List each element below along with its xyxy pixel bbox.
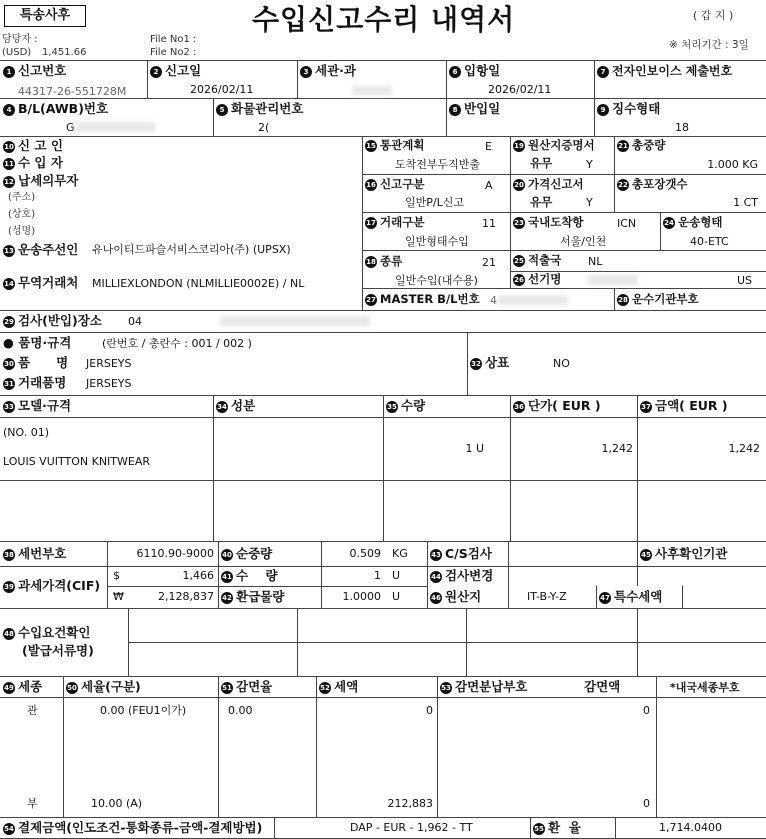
clearance-plan-desc: 도착전부두직반출 (395, 158, 481, 171)
declaration-date-label: 2 신고일 (150, 65, 201, 78)
net-weight-unit: KG (392, 547, 408, 560)
duty-row2-rate: 10.00 (A) (91, 797, 143, 810)
inspection-place-value: 04 (128, 315, 142, 328)
domestic-tax-code-label: *내국세종부호 (670, 681, 740, 694)
origin-country-label: 46 원산지 (431, 589, 482, 604)
transaction-type-label: 17 거래구분 (366, 215, 425, 229)
master-bl-label: 27 MASTER B/L번호 (366, 292, 480, 306)
amount-label: 37 금액( EUR ) (641, 398, 728, 413)
declaration-type-code: A (485, 179, 493, 192)
taxable-value-krw: 2,128,837 (158, 590, 214, 603)
price-report-sub: 유무 (530, 195, 553, 209)
refund-qty-label: 42 환급물량 (222, 589, 285, 604)
brand-value: NO (553, 357, 570, 370)
declaration-no-value: 44317-26-551728M (18, 85, 127, 98)
file-no2: File No2 : (150, 47, 197, 58)
post-check-agency-label: 45 사후확인기관 (641, 546, 728, 561)
model-description: LOUIS VUITTON KNITWEAR (3, 455, 151, 468)
reduction-amount-label: 감면액 (584, 679, 621, 694)
item-header-note: (란번호 / 총란수 : 001 / 002 ) (102, 337, 252, 350)
package-count-label: 22 총포장갯수 (618, 177, 688, 191)
duty-row2-type: 부 (27, 797, 38, 810)
e-invoice-label: 7 전자인보이스 제출번호 (597, 65, 732, 78)
hs-code-label: 38 세번부호 (4, 546, 67, 561)
duty-row1-rate: 0.00 (FEU1이가) (100, 704, 187, 717)
exchange-rate-value: 1,714.0400 (659, 821, 722, 834)
forwarder-label: 13 운송주선인 (4, 242, 79, 257)
declaration-no-label: 1 신고번호 (3, 65, 66, 78)
company-label: (상호) (8, 209, 36, 220)
usd-label: (USD) (2, 47, 32, 58)
processing-period: ※ 처리기간 : 3일 (669, 39, 749, 51)
brand-label: 32 상표 (471, 355, 510, 370)
refund-qty-value: 1.0000 (342, 590, 381, 603)
origin-country-value: IT-B-Y-Z (527, 590, 567, 603)
transaction-type-desc: 일반형태수입 (405, 235, 469, 248)
quantity2-value: 1 (374, 569, 381, 582)
arrival-port-code: ICN (617, 217, 637, 230)
trade-partner-label: 14 무역거래처 (4, 275, 79, 290)
origin-cert-sub: 유무 (530, 156, 553, 170)
payment-amount-label: 54 결제금액(인도조건-통화종류-금액-결제방법) (4, 820, 263, 835)
stamp-box: 특송사후 (4, 5, 86, 27)
name-label: (성명) (8, 226, 36, 237)
reduction-rate-label: 51 감면율 (222, 679, 273, 694)
vessel-country-value: US (737, 274, 753, 287)
item-unit-price: 1,242 (601, 442, 633, 455)
declaration-type-label: 16 신고구분 (366, 177, 425, 191)
installment-code-label: 53 감면분납부호 (441, 679, 528, 694)
taxpayer-label: 12 납세의무자 (4, 173, 79, 188)
carrier-code-label: 28 운수기관부호 (618, 292, 699, 306)
payment-amount-value: DAP - EUR - 1,962 - TT (350, 821, 473, 834)
arrival-date-value: 2026/02/11 (488, 83, 552, 96)
cargo-mgmt-label: 5 화물관리번호 (216, 103, 303, 116)
declaration-date-value: 2026/02/11 (190, 83, 254, 96)
trade-name-label: 31 거래품명 (4, 375, 67, 390)
tax-rate-label: 50 세율(구분) (67, 679, 141, 694)
trade-partner-value: MILLIEXLONDON (NLMILLIE0002E) / NL (92, 277, 305, 290)
gross-weight-label: 21 총중량 (618, 138, 666, 152)
composition-label: 34 성분 (217, 398, 256, 413)
export-country-label: 25 적출국 (514, 253, 562, 267)
file-no1: File No1 : (150, 34, 197, 45)
arrival-port-label: 23 국내도착항 (514, 215, 584, 229)
cargo-mgmt-value: 2( (258, 121, 270, 134)
clearance-plan-label: 15 통관계획 (366, 138, 425, 152)
forwarder-value: 유나이티드파슬서비스코리아(주) (UPSX) (92, 243, 291, 256)
cs-inspection-label: 43 C/S검사 (431, 546, 492, 561)
importer-label: 11 수 입 자 (4, 155, 63, 170)
exchange-rate-label: 55 환 율 (534, 820, 581, 835)
product-name-label: 30 품 명 (4, 355, 69, 370)
model-spec-label: 33 모델·규격 (4, 398, 72, 413)
item-header-label: ● 품명·규격 (3, 335, 72, 350)
declaration-type-desc: 일반P/L신고 (405, 196, 464, 209)
document-title: 수입신고수리 내역서 (252, 3, 516, 36)
quantity2-label: 41 수 량 (222, 568, 278, 583)
gross-weight-value: 1.000 KG (707, 158, 758, 171)
vessel-name-label: 26 선기명 (514, 272, 562, 286)
tax-type-label: 49 세종 (4, 679, 43, 694)
master-bl-value: 4 (490, 294, 497, 307)
model-number: (NO. 01) (3, 426, 50, 439)
product-name-value: JERSEYS (86, 357, 132, 370)
origin-cert-value: Y (586, 158, 593, 171)
hs-code-value: 6110.90-9000 (136, 547, 214, 560)
unit-price-label: 36 단가( EUR ) (514, 398, 601, 413)
price-report-value: Y (586, 196, 593, 209)
duty-row1-reduction-amount: 0 (643, 704, 650, 717)
import-kind-code: 21 (482, 256, 496, 269)
price-report-label: 20 가격신고서 (514, 177, 584, 191)
duty-row1-type: 관 (27, 704, 38, 717)
transaction-type-code: 11 (482, 217, 496, 230)
trade-name-value: JERSEYS (86, 377, 132, 390)
usd-rate: 1,451.66 (42, 47, 87, 58)
bonded-date-label: 8 반입일 (449, 103, 500, 116)
origin-cert-label: 19 원산지증명서 (514, 138, 595, 152)
declarant-label: 10 신 고 인 (4, 138, 63, 153)
quantity-label: 35 수량 (387, 398, 426, 413)
bl-awb-label: 4 B/L(AWB)번호 (3, 103, 108, 116)
collection-type-value: 18 (675, 121, 689, 134)
transport-type-value: 40-ETC (690, 235, 729, 248)
arrival-date-label: 6 입항일 (449, 65, 500, 78)
duty-row2-tax: 212,883 (387, 797, 433, 810)
bl-awb-value: G (66, 121, 75, 134)
copy-label: ( 갑 지 ) (693, 9, 734, 22)
item-quantity: 1 U (465, 442, 484, 455)
export-country-value: NL (588, 255, 603, 268)
item-amount: 1,242 (728, 442, 760, 455)
tax-amount-label: 52 세액 (320, 679, 359, 694)
inspection-change-label: 44 검사변경 (431, 568, 494, 583)
transport-type-label: 24 운송형태 (664, 215, 723, 229)
taxable-value-usd: 1,466 (182, 569, 214, 582)
usd-symbol: $ (113, 569, 120, 582)
special-tax-label: 47 특수세액 (600, 589, 663, 604)
net-weight-value: 0.509 (349, 547, 381, 560)
requirement-sub: (발급서류명) (22, 643, 94, 658)
requirement-label: 48 수입요건확인 (4, 625, 91, 640)
quantity2-unit: U (392, 569, 401, 582)
inspection-place-label: 29 검사(반입)장소 (4, 313, 102, 328)
collection-type-label: 9 징수형태 (597, 103, 660, 116)
krw-symbol: ₩ (113, 590, 124, 603)
net-weight-label: 40 순중량 (222, 546, 273, 561)
refund-qty-unit: U (392, 590, 401, 603)
duty-row2-reduction-amount: 0 (643, 797, 650, 810)
duty-row1-reduction: 0.00 (228, 704, 253, 717)
import-kind-desc: 일반수입(내수용) (395, 274, 478, 287)
arrival-port-desc: 서울/인천 (560, 235, 607, 248)
clearance-plan-code: E (485, 140, 492, 153)
taxable-value-label: 39 과세가격(CIF) (4, 578, 101, 593)
manager-label: 담당자 : (2, 34, 38, 45)
address-label: (주소) (8, 192, 36, 203)
import-kind-label: 18 종류 (366, 254, 403, 268)
customs-office-label: 3 세관·과 (300, 65, 356, 78)
package-count-value: 1 CT (733, 196, 758, 209)
duty-row1-tax: 0 (426, 704, 433, 717)
